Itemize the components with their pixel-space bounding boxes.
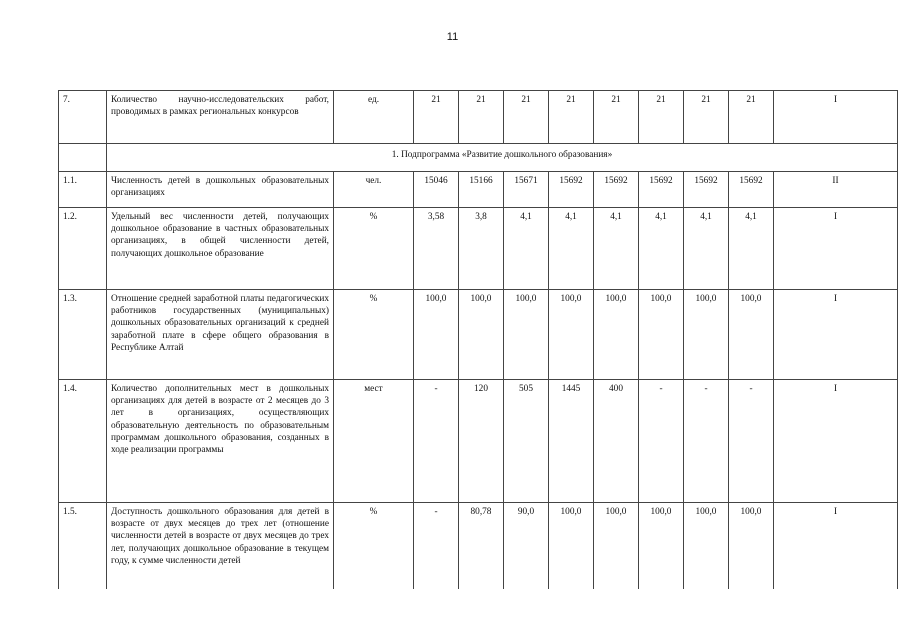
row-number: 1.1.	[59, 172, 107, 208]
value-cell: 505	[504, 380, 549, 503]
value-cell: 100,0	[684, 290, 729, 380]
value-cell: 21	[414, 91, 459, 144]
value-cell: -	[639, 380, 684, 503]
value-cell: 15692	[684, 172, 729, 208]
subprogram-heading: 1. Подпрограмма «Развитие дошкольного образования»	[107, 144, 898, 172]
value-cell: 120	[459, 380, 504, 503]
table-row	[59, 290, 898, 380]
row-number: 1.2.	[59, 208, 107, 290]
value-cell: 21	[459, 91, 504, 144]
value-cell: 100,0	[729, 503, 774, 589]
table-row	[59, 172, 898, 208]
value-cell: 21	[594, 91, 639, 144]
value-cell: 100,0	[549, 290, 594, 380]
value-cell: -	[729, 380, 774, 503]
table-row	[59, 380, 898, 503]
value-cell: 21	[729, 91, 774, 144]
value-cell: 100,0	[639, 503, 684, 589]
value-cell: 400	[594, 380, 639, 503]
category-cell: I	[774, 503, 898, 589]
row-number: 1.3.	[59, 290, 107, 380]
unit-cell: мест	[334, 380, 414, 503]
indicator-name: Доступность дошкольного образования для детей в возрасте от двух месяцев до трех лет (отношение численности детей в возрасте от двух месяцев до трех лет, получающих дошкольное образование в текущем году, к сумме численности детей	[107, 503, 334, 589]
value-cell: 3,58	[414, 208, 459, 290]
value-cell: 100,0	[459, 290, 504, 380]
value-cell: 21	[684, 91, 729, 144]
unit-cell: %	[334, 208, 414, 290]
unit-cell: %	[334, 503, 414, 589]
category-cell: I	[774, 290, 898, 380]
indicator-name: Численность детей в дошкольных образовательных организациях	[107, 172, 334, 208]
value-cell: 15671	[504, 172, 549, 208]
value-cell: 4,1	[684, 208, 729, 290]
value-cell: 15166	[459, 172, 504, 208]
value-cell: 4,1	[729, 208, 774, 290]
row-number: 1.4.	[59, 380, 107, 503]
value-cell: 15692	[639, 172, 684, 208]
unit-cell: ед.	[334, 91, 414, 144]
unit-cell: %	[334, 290, 414, 380]
value-cell: -	[414, 503, 459, 589]
value-cell: 15046	[414, 172, 459, 208]
value-cell: 15692	[549, 172, 594, 208]
value-cell: 4,1	[549, 208, 594, 290]
value-cell: 100,0	[549, 503, 594, 589]
row-number: 1.5.	[59, 503, 107, 589]
subheading-row	[59, 144, 898, 172]
value-cell: 100,0	[594, 290, 639, 380]
value-cell: 15692	[594, 172, 639, 208]
value-cell: 21	[639, 91, 684, 144]
table-row	[59, 91, 898, 144]
value-cell: 1445	[549, 380, 594, 503]
value-cell: 100,0	[504, 290, 549, 380]
unit-cell: чел.	[334, 172, 414, 208]
value-cell: -	[684, 380, 729, 503]
category-cell: II	[774, 172, 898, 208]
indicators-table	[58, 90, 898, 589]
category-cell: I	[774, 91, 898, 144]
table-row	[59, 503, 898, 589]
table-row	[59, 208, 898, 290]
value-cell: 100,0	[414, 290, 459, 380]
row-number: 7.	[59, 91, 107, 144]
value-cell: -	[414, 380, 459, 503]
value-cell: 15692	[729, 172, 774, 208]
indicator-name: Количество дополнительных мест в дошкольных организациях для детей в возрасте от 2 месяцев до 3 лет в организациях, осуществляющих образовательную деятельность по образовательным программам дошкольного образования, созданных в ходе реализации программы	[107, 380, 334, 503]
indicator-name: Удельный вес численности детей, получающих дошкольное образование в частных образовательных организациях, в общей численности детей, получающих дошкольное образование	[107, 208, 334, 290]
page-number: 11	[446, 31, 459, 43]
category-cell: I	[774, 380, 898, 503]
value-cell: 80,78	[459, 503, 504, 589]
category-cell: I	[774, 208, 898, 290]
value-cell: 21	[504, 91, 549, 144]
indicator-name: Количество научно-исследовательских работ, проводимых в рамках региональных конкурсов	[107, 91, 334, 144]
value-cell: 4,1	[594, 208, 639, 290]
value-cell: 100,0	[594, 503, 639, 589]
value-cell: 4,1	[639, 208, 684, 290]
value-cell: 100,0	[639, 290, 684, 380]
indicator-name: Отношение средней заработной платы педагогических работников государственных (муниципальных) дошкольных образовательных организаций к средней заработной плате в сфере общего образования в Республике Алтай	[107, 290, 334, 380]
value-cell: 100,0	[729, 290, 774, 380]
value-cell: 90,0	[504, 503, 549, 589]
subheading-spacer-cell	[59, 144, 107, 172]
value-cell: 21	[549, 91, 594, 144]
value-cell: 100,0	[684, 503, 729, 589]
value-cell: 3,8	[459, 208, 504, 290]
value-cell: 4,1	[504, 208, 549, 290]
